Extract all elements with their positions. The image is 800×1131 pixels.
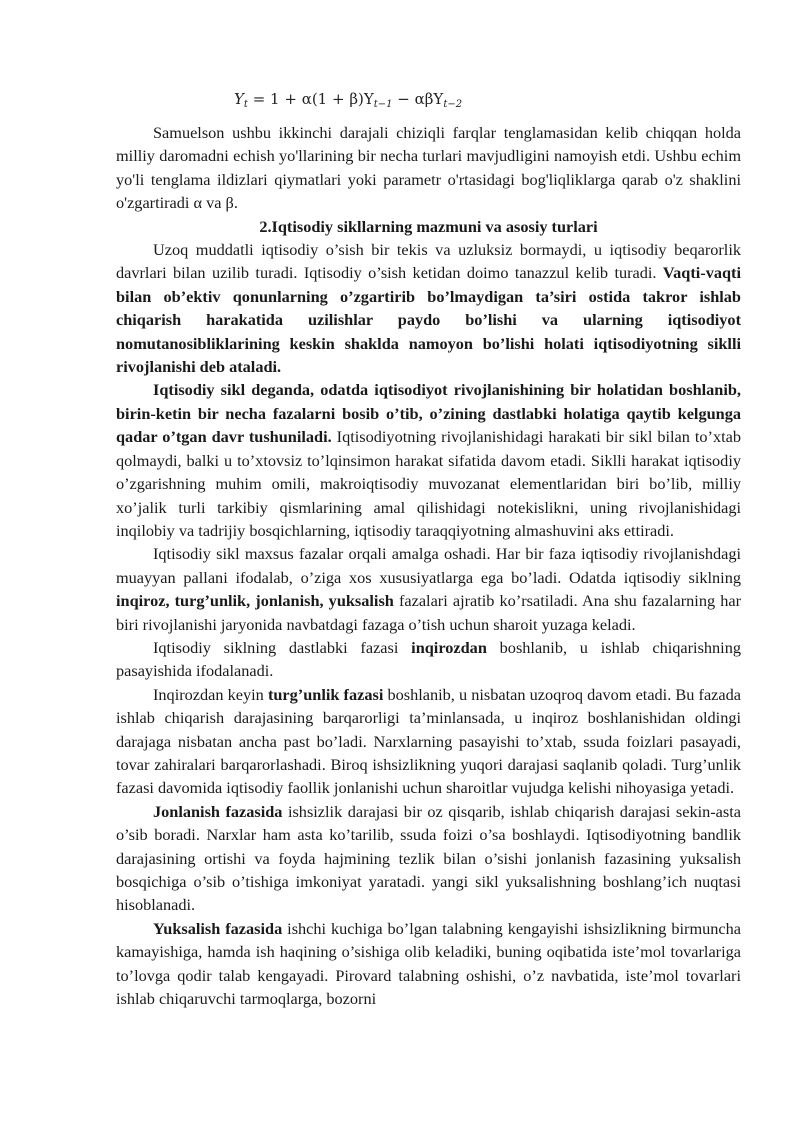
- paragraph-crisis-text-a: Iqtisodiy siklning dastlabki fazasi: [153, 637, 412, 657]
- paragraph-boom-bold: Yuksalish fazasida: [153, 918, 283, 938]
- paragraph-phases-bold: inqiroz, turg’unlik, jonlanish, yuksalish: [116, 591, 394, 611]
- paragraph-cycle-definition-bold: Iqtisodiy sikl deganda, odatda iqtisodiyot rivojlanishining bir holatidan boshlanib, birin-ketin bir necha fazalarni bosib o’tib, o’zining dastlabki holatiga qaytib kelgunga qadar o’tgan davr tushuniladi.: [116, 380, 741, 447]
- paragraph-phases-text-b: fazalari ajratib ko’rsatiladi. Ana shu fazalarning har biri rivojlanishi jaryonida navbatdagi fazaga o’tish uchun sharoit yuzaga keladi.: [116, 591, 741, 634]
- formula-rhs-part-a: = 1 + α(1 + β)Y: [252, 90, 374, 108]
- section-heading: 2.Iqtisodiy sikllarning mazmuni va asosiy turlari: [259, 216, 598, 236]
- paragraph-recovery-text: ishsizlik darajasi bir oz qisqarib, ishlab chiqarish darajasi sekin-asta o’sib boradi. Narxlar ham asta ko’tarilib, ssuda foizi o’sa boshlaydi. Iqtisodiyotning bandlik darajasining ortishi va foyda hajmining tezlik bilan o’sishi jonlanish fazasining yuksalish bosqichiga o’sib o’tishiga imkoniyat yaratadi. yangi sikl yuksalishning boshlang’ich nuqtasi hisoblanadi.: [116, 801, 741, 915]
- paragraph-stagnation-text-b: boshlanib, u nisbatan uzoqroq davom etadi. Bu fazada ishlab chiqarish darajasining barqarorligi ta’minlansada, u inqiroz boshlanishidan oldingi darajaga nisbatan ancha past bo’ladi. Narxlarning pasayishi to’xtab, ssuda foizlari pasayadi, tovar zahiralari barqarorlashadi. Biroq ishsizlikning yuqori darajasi saqlanib qoladi. Turg’unlik fazasi davomida iqtisodiy faollik jonlanishi uchun sharoitlar vujudga kelishi nihoyasiga yetadi.: [116, 684, 741, 798]
- paragraph-cycle-definition-text: Iqtisodiyotning rivojlanishidagi harakati bir sikl bilan to’xtab qolmaydi, balki u to’xtovsiz to’lqinsimon harakat sifatida davom etadi. Siklli harakat iqtisodiy o’zgarishning muhim omili, makroiqtisodiy muvozanat elementlaridan biri bo’lib, milliy xo’jalik turli tarkibiy qismlarining amal qilishidagi notekislikni, uning rivojlanishidagi inqilobiy va tadrijiy bosqichlarning, iqtisodiy taraqqiyotning almashuvini aks ettiradi.: [116, 427, 741, 540]
- formula-subscript-1: t−1: [373, 99, 393, 110]
- document-body: [116, 121, 741, 1010]
- formula-lhs-subscript: t: [243, 99, 248, 110]
- paragraph-crisis-text-b: boshlanib, u ishlab chiqarishning pasayishida ifodalanadi.: [116, 637, 741, 681]
- formula-rhs-part-b: − αβY: [392, 90, 444, 108]
- paragraph-crisis: [116, 636, 741, 683]
- formula-lhs: Y: [234, 90, 244, 108]
- paragraph-phases: [116, 542, 741, 636]
- samuelson-equation: [234, 90, 462, 110]
- paragraph-stagnation-text-a: Inqirozdan keyin: [153, 684, 268, 704]
- paragraph-recovery-bold: Jonlanish fazasida: [153, 801, 283, 821]
- paragraph-crisis-bold: inqirozdan: [411, 637, 487, 657]
- paragraph-growth-text: Uzoq muddatli iqtisodiy o’sish bir tekis va uzluksiz bormaydi, u iqtisodiy beqarorlik davrlari bilan uzilib turadi. Iqtisodiy o’sish ketidan doimo tanazzul kelib turadi.: [116, 240, 741, 283]
- paragraph-recovery: [116, 800, 741, 917]
- paragraph-boom-text: ishchi kuchiga bo’lgan talabning kengayishi ishsizlikning birmuncha kamayishiga, hamda ish haqining o’sishiga olib keladiki, buning oqibatida iste’mol tovarlariga to’lovga qodir talab kengayadi. Pirovard talabning oshishi, o’z navbatida, iste’mol tovarlari ishlab chiqaruvchi tarmoqlarga, bozorni: [116, 918, 742, 1009]
- paragraph-growth: [116, 238, 741, 378]
- paragraph-stagnation-bold: turg’unlik fazasi: [267, 684, 384, 704]
- paragraph-stagnation: [116, 683, 741, 800]
- paragraph-cycle-definition: [116, 378, 741, 542]
- paragraph-boom: [116, 917, 741, 1011]
- paragraph-samuelson: Samuelson ushbu ikkinchi darajali chiziqli farqlar tenglamasidan kelib chiqqan holda milliy daromadni echish yo'llarining bir necha turlari mavjudligini namoyish etdi. Ushbu echim yo'li tenglama ildizlari qiymatlari yoki parametr o'rtasidagi bog'liqliklarga qarab o'z shaklini o'zgartiradi α va β.: [116, 123, 741, 213]
- paragraph-phases-text-a: Iqtisodiy sikl maxsus fazalar orqali amalga oshadi. Har bir faza iqtisodiy rivojlanishdagi muayyan pallani ifodalab, o’ziga xos xususiyatlarga ega bo’ladi. Odatda iqtisodiy siklning: [116, 544, 741, 587]
- formula-subscript-2: t−2: [443, 99, 463, 110]
- paragraph-growth-bold: Vaqti-vaqti bilan ob’ektiv qonunlarning o’zgartirib bo’lmaydigan ta’siri ostida takror ishlab chiqarish harakatida uzilishlar paydo bo’lishi va ularning iqtisodiyot nomutanosibliklarining keskin shaklda namoyon bo’lishi holati iqtisodiyotning siklli rivojlanishi deb ataladi.: [116, 263, 741, 377]
